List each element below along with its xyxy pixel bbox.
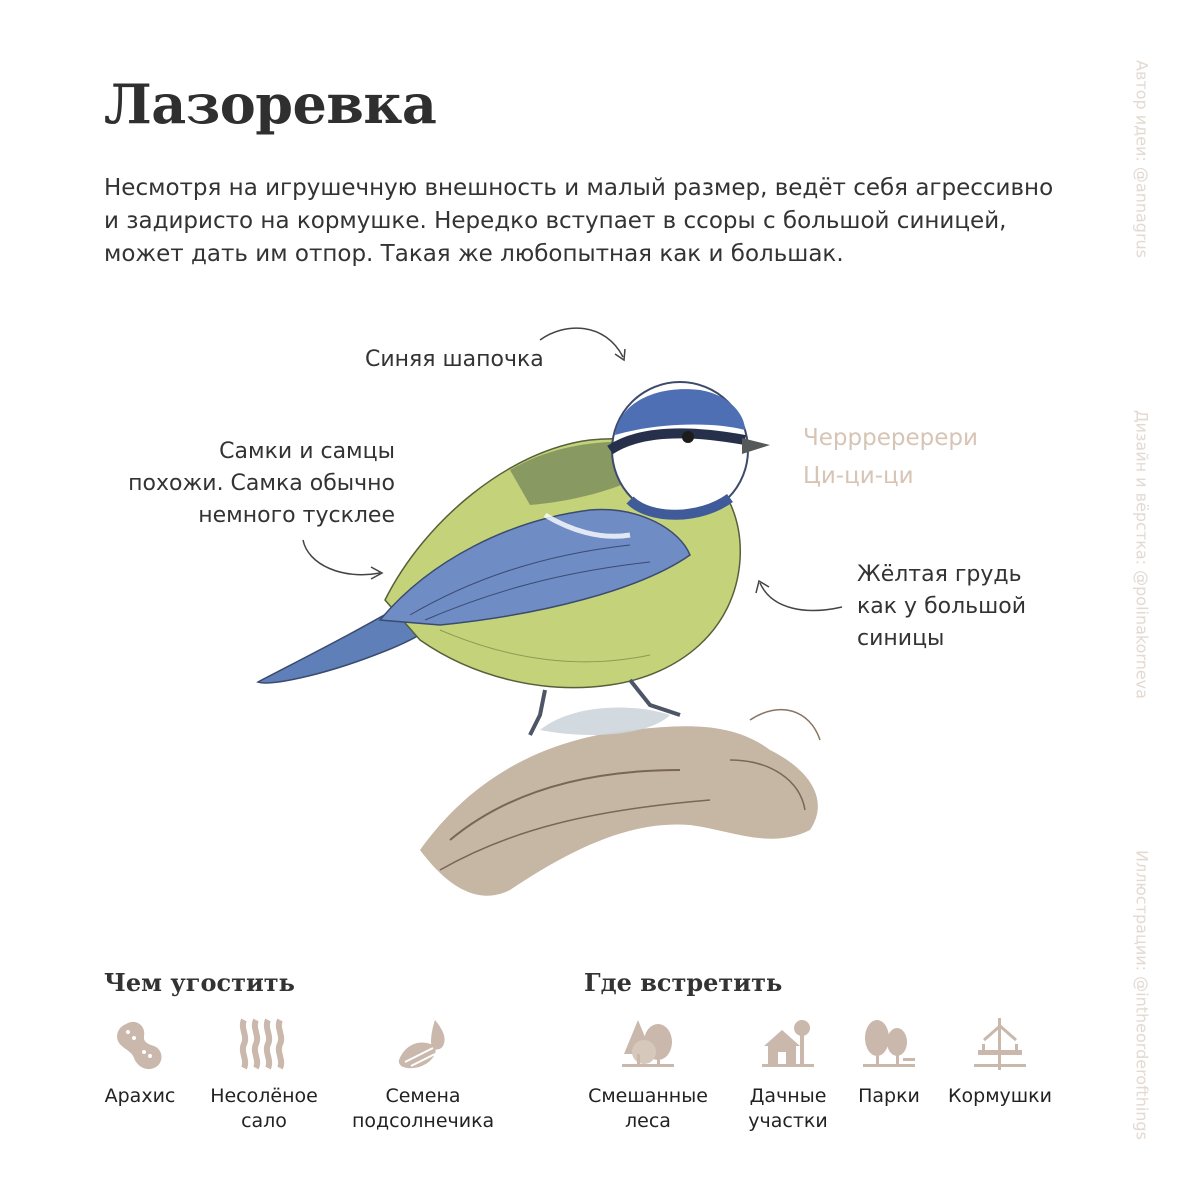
- habitat-item-feeders: [948, 1016, 1052, 1109]
- habitat-label: леса: [625, 1110, 671, 1132]
- food-label: сало: [241, 1110, 287, 1132]
- park-icon: [861, 1016, 917, 1072]
- intro-line: может дать им отпор. Такая же любопытная как и большак.: [104, 241, 844, 267]
- annotation-cap: Синяя шапочка: [365, 347, 544, 372]
- annotation-line: немного тусклее: [198, 503, 395, 528]
- page-title: Лазоревка: [104, 72, 437, 136]
- annotation-line: похожи. Самка обычно: [128, 471, 395, 496]
- branch-illustration: [420, 707, 820, 895]
- food-item-sunflower: [352, 1016, 494, 1134]
- lard-icon: [236, 1016, 292, 1072]
- credit-illustrations: Иллюстрации: @intheorderofthings: [1132, 850, 1152, 1140]
- food-item-lard: [209, 1016, 319, 1134]
- habitat-label: Кормушки: [948, 1085, 1052, 1107]
- food-label: Арахис: [104, 1085, 176, 1107]
- breast-arrow: [752, 575, 847, 620]
- intro-text: [104, 172, 1054, 271]
- food-label: Несолёное: [210, 1085, 318, 1107]
- credits-column: [1128, 60, 1156, 1140]
- blue-tit-illustration: [210, 330, 890, 920]
- habitat-heading: Где встретить: [584, 968, 783, 997]
- intro-line: Несмотря на игрушечную внешность и малый размер, ведёт себя агрессивно: [104, 175, 1054, 201]
- mixed-forest-icon: [620, 1016, 676, 1072]
- annotation-line: синицы: [857, 626, 945, 651]
- annotation-sexes: [120, 436, 395, 532]
- sunflower-seed-icon: [395, 1016, 451, 1072]
- bird-feeder-icon: [972, 1016, 1028, 1072]
- credit-idea: Автор идеи: @annagrus: [1132, 60, 1152, 259]
- habitat-label: Смешанные: [588, 1085, 708, 1107]
- bird-song: [803, 419, 978, 495]
- habitat-label: Дачные: [749, 1085, 827, 1107]
- annotation-breast: [857, 559, 1026, 655]
- annotation-line: Самки и самцы: [219, 439, 395, 464]
- habitat-label: Парки: [858, 1085, 920, 1107]
- cap-arrow: [535, 322, 635, 367]
- song-line: Черрреререри: [803, 425, 978, 451]
- food-label: подсолнечика: [352, 1110, 495, 1132]
- food-item-peanut: [104, 1016, 176, 1109]
- annotation-line: как у большой: [857, 594, 1027, 619]
- annotation-line: Жёлтая грудь: [857, 562, 1022, 587]
- intro-line: и задиристо на кормушке. Нередко вступает в ссоры с большой синицей,: [104, 208, 1007, 234]
- bird-eye: [682, 431, 694, 443]
- country-house-icon: [760, 1016, 816, 1072]
- food-heading: Чем угостить: [104, 968, 295, 997]
- bird-beak: [742, 438, 770, 454]
- habitat-item-country: [746, 1016, 830, 1134]
- habitat-label: участки: [748, 1110, 828, 1132]
- peanut-icon: [112, 1016, 168, 1072]
- food-label: Семена: [385, 1085, 461, 1107]
- habitat-item-parks: [856, 1016, 922, 1109]
- sexes-arrow: [298, 535, 393, 585]
- habitat-item-forest: [587, 1016, 709, 1134]
- credit-design: Дизайн и вёрстка: @polinakorneva: [1132, 409, 1152, 699]
- song-line: Ци-ци-ци: [803, 463, 914, 489]
